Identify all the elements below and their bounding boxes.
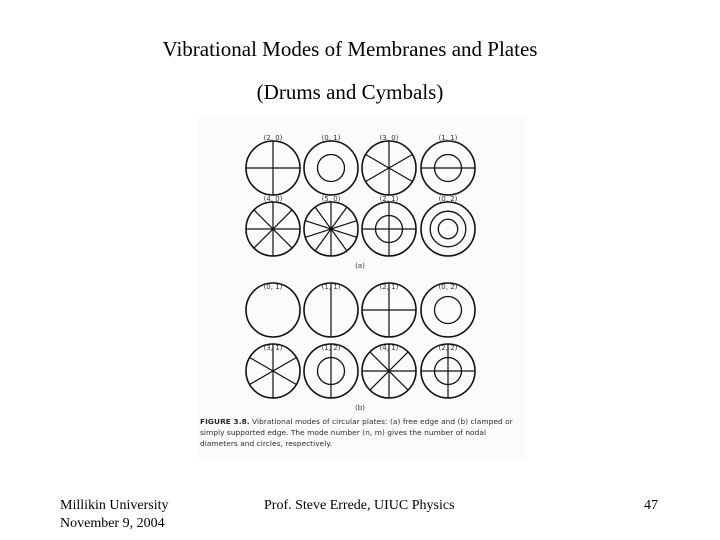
mode-number-label: (5, 0) [321,195,341,203]
part-a-mode-diagram [421,141,475,195]
mode-number-label: (0, 1) [263,283,283,291]
footer-date: November 9, 2004 [60,516,165,531]
nodal-circle [430,211,466,247]
outer-edge-circle [304,141,358,195]
part-a-mode-diagram [246,202,300,256]
outer-edge-circle [421,202,475,256]
mode-number-label: (4, 0) [263,195,283,203]
mode-number-label: (2, 2) [438,344,458,352]
part-a-mode-diagram [304,202,358,256]
part-b-label: (b) [355,404,365,412]
mode-number-label: (2, 1) [379,283,399,291]
mode-number-label: (0, 1) [321,134,341,142]
part-b-mode-diagram [421,283,475,337]
part-a-mode-diagram [421,202,475,256]
part-b-mode-diagram [246,283,300,337]
mode-number-label: (0, 2) [438,283,458,291]
mode-number-label: (4, 1) [379,344,399,352]
part-b-mode-diagram [246,344,300,398]
part-b-mode-diagram [304,283,358,337]
mode-number-label: (2, 1) [379,195,399,203]
part-b-mode-diagram [362,344,416,398]
mode-number-label: (3, 1) [263,344,283,352]
nodal-circle [435,297,462,324]
figure-number: FIGURE 3.8. [200,417,250,426]
slide-subtitle: (Drums and Cymbals) [256,80,444,104]
footer-institution: Millikin University [60,498,169,513]
mode-number-label: (1, 1) [321,283,341,291]
figure-caption [200,416,526,449]
vibrational-modes-figure [198,117,526,459]
nodal-circle [438,219,457,238]
figure-caption-text: Vibrational modes of circular plates: (a) free edge and (b) clamped or simply supported edge. The mode number (n, m) gives the number of nodal diameters and circles, respectively. [200,417,513,448]
outer-edge-circle [421,283,475,337]
nodal-circle [318,155,345,182]
slide-title: Vibrational Modes of Membranes and Plates [162,37,538,61]
footer-left [60,497,169,533]
part-a-mode-diagram [304,141,358,195]
part-a-label: (a) [355,262,365,270]
part-a-mode-diagram [246,141,300,195]
part-b-mode-diagram [421,344,475,398]
part-b-mode-diagram [362,283,416,337]
mode-number-label: (2, 0) [263,134,283,142]
footer-author: Prof. Steve Errede, UIUC Physics [264,498,455,513]
mode-number-label: (1, 2) [321,344,341,352]
page-number: 47 [644,498,658,513]
outer-edge-circle [246,283,300,337]
mode-number-label: (3, 0) [379,134,399,142]
part-a-mode-diagram [362,141,416,195]
part-a-mode-diagram [362,202,416,256]
mode-number-label: (1, 1) [438,134,458,142]
part-b-mode-diagram [304,344,358,398]
mode-number-label: (0, 2) [438,195,458,203]
